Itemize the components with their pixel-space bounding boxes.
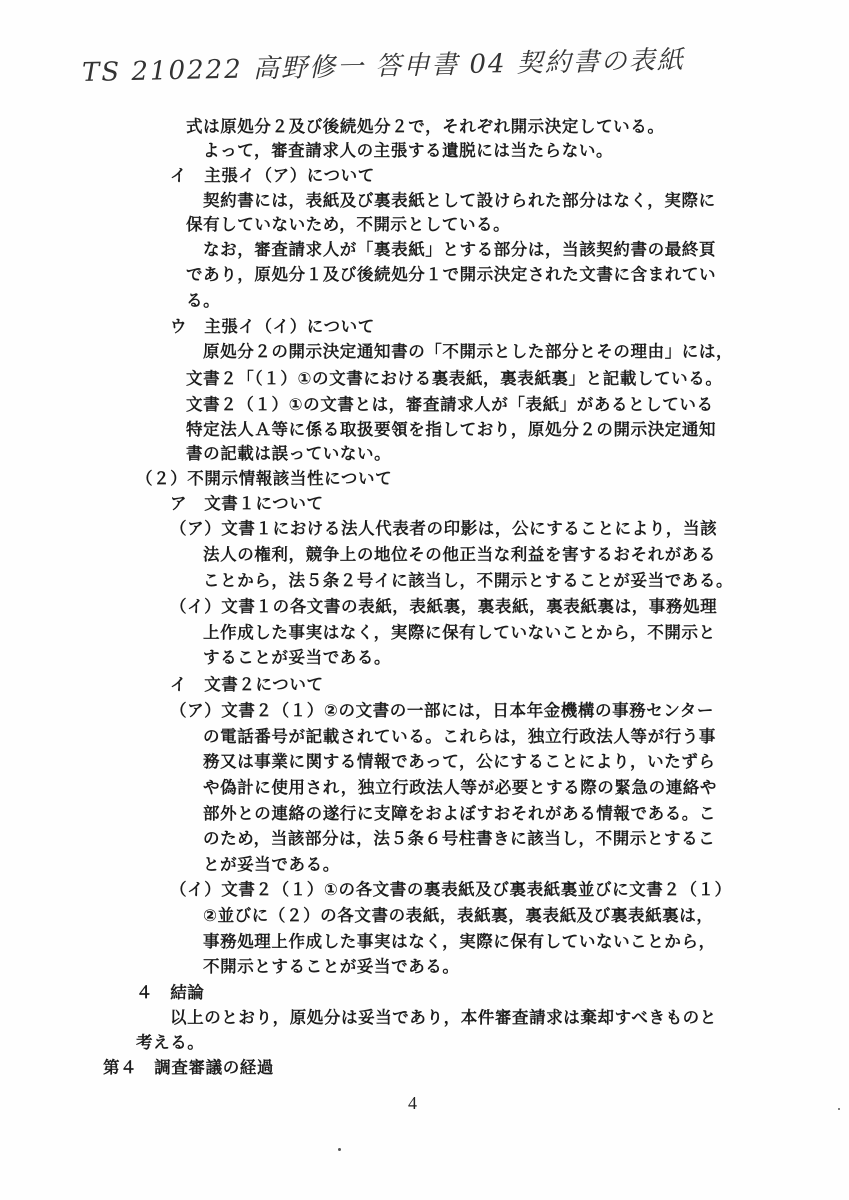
- text-line: 特定法人Ａ等に係る取扱要領を指しており，原処分２の開示決定通知: [186, 420, 717, 439]
- page-number: 4: [408, 1093, 417, 1113]
- section-heading: ４ 結論: [136, 983, 205, 1002]
- text-line: のため，当該部分は，法５条６号柱書きに該当し，不開示とするこ: [203, 829, 716, 848]
- text-line: 原処分２の開示決定通知書の「不開示とした部分とその理由」には，: [203, 342, 734, 361]
- text-line: なお，審査請求人が「裏表紙」とする部分は，当該契約書の最終頁: [203, 240, 716, 259]
- text-line: 保有していないため，不開示としている。: [186, 215, 511, 234]
- text-line: 考える。: [136, 1033, 205, 1052]
- text-line: る。: [186, 291, 221, 310]
- text-line: 契約書には，表紙及び裏表紙として設けられた部分はなく，実際に: [203, 191, 716, 210]
- text-line: 法人の権利，競争上の地位その他正当な利益を害するおそれがある: [203, 545, 716, 564]
- text-line: （イ）文書２（１）①の各文書の裏表紙及び裏表紙裏並びに文書２（１）: [170, 880, 732, 899]
- subsection-heading: イ 文書２について: [170, 675, 324, 694]
- text-line: 文書２「（１）①の文書における裏表紙，裏表紙裏」と記載している。: [186, 369, 723, 388]
- scan-speck: [338, 1148, 341, 1151]
- text-line: ②並びに（２）の各文書の表紙，表紙裏，裏表紙及び裏表紙裏は，: [203, 906, 714, 925]
- text-line: や偽計に使用され，独立行政法人等が必要とする際の緊急の連絡や: [203, 778, 717, 797]
- section-heading: イ 主張イ（ア）について: [170, 166, 375, 185]
- scan-speck: [838, 1108, 840, 1110]
- text-line: 文書２（１）①の文書とは，審査請求人が「表紙」があるとしている: [186, 395, 714, 414]
- chapter-heading: 第４ 調査審議の経過: [103, 1058, 274, 1077]
- text-line: であり，原処分１及び後続処分１で開示決定された文書に含まれてい: [186, 265, 717, 284]
- text-line: （ア）文書２（１）②の文書の一部には，日本年金機構の事務センター: [170, 701, 715, 720]
- text-line: とが妥当である。: [203, 855, 340, 874]
- text-line: （ア）文書１における法人代表者の印影は，公にすることにより，当該: [170, 519, 718, 538]
- text-line: 以上のとおり，原処分は妥当であり，本件審査請求は棄却すべきものと: [170, 1008, 717, 1027]
- text-line: の電話番号が記載されている。これらは，独立行政法人等が行う事: [203, 727, 716, 746]
- text-line: （イ）文書１の各文書の表紙，表紙裏，裏表紙，裏表紙裏は，事務処理: [170, 597, 718, 616]
- text-line: 上作成した事実はなく，実際に保有していないことから，不開示と: [203, 623, 716, 642]
- section-heading: （２）不開示情報該当性について: [136, 469, 393, 488]
- subsection-heading: ア 文書１について: [170, 494, 324, 513]
- section-heading: ウ 主張イ（イ）について: [170, 317, 375, 336]
- text-line: 不開示とすることが妥当である。: [203, 957, 460, 976]
- text-line: 事務処理上作成した事実はなく，実際に保有していないことから，: [203, 932, 716, 951]
- text-line: 式は原処分２及び後続処分２で，それぞれ開示決定している。: [186, 117, 665, 136]
- text-line: することが妥当である。: [203, 648, 392, 667]
- text-line: ことから，法５条２号イに該当し，不開示とすることが妥当である。: [203, 571, 734, 590]
- text-line: 務又は事業に関する情報であって，公にすることにより，いたずら: [203, 752, 716, 771]
- text-line: 部外との連絡の遂行に支障をおよぼすおそれがある情報である。こ: [203, 804, 716, 823]
- text-line: よって，審査請求人の主張する遺脱には当たらない。: [203, 141, 614, 160]
- text-line: 書の記載は誤っていない。: [186, 444, 392, 463]
- handwritten-annotation: TS 210222 高野修一 答申書 04 契約書の表紙: [81, 45, 686, 88]
